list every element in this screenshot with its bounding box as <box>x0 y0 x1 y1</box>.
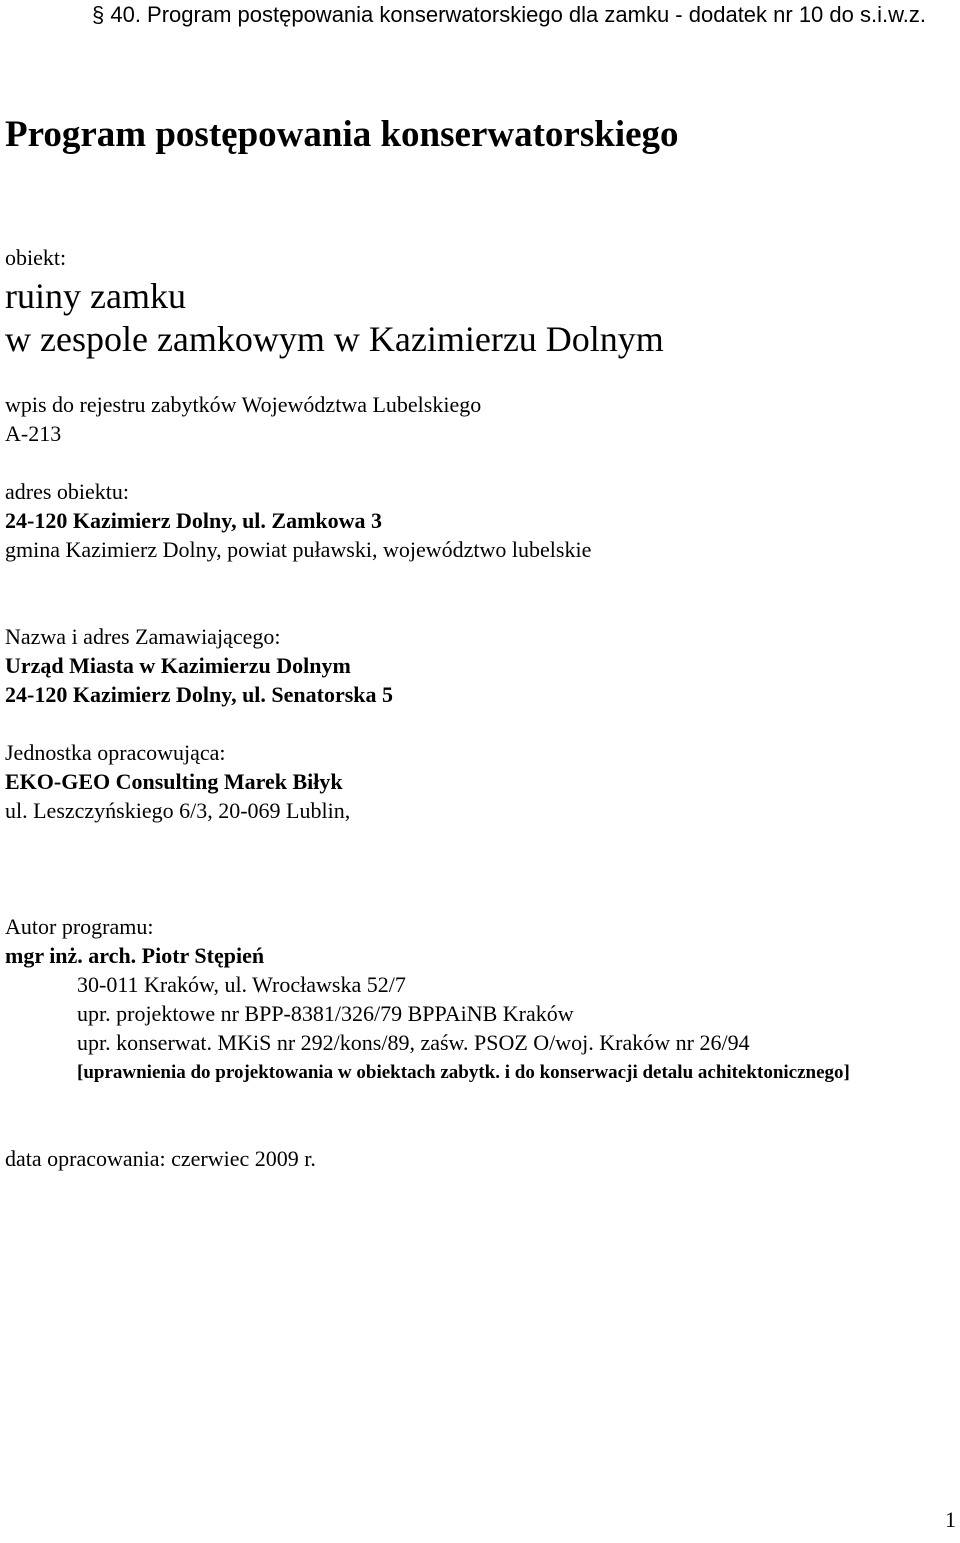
object-region: gmina Kazimierz Dolny, powiat puławski, województwo lubelskie <box>5 537 592 562</box>
author-address: 30-011 Kraków, ul. Wrocławska 52/7 <box>77 972 406 997</box>
author-label: Autor programu: <box>5 914 154 939</box>
preparation-date: data opracowania: czerwiec 2009 r. <box>5 1146 316 1171</box>
contractor-label: Jednostka opracowująca: <box>5 740 226 765</box>
registry-entry: wpis do rejestru zabytków Województwa Lubelskiego <box>5 392 482 417</box>
address-label: adres obiektu: <box>5 479 130 504</box>
contractor-name: EKO-GEO Consulting Marek Biłyk <box>5 769 343 794</box>
client-name: Urząd Miasta w Kazimierzu Dolnym <box>5 653 351 678</box>
registry-number: A-213 <box>5 421 62 446</box>
object-name-line2: w zespole zamkowym w Kazimierzu Dolnym <box>5 319 664 359</box>
client-label: Nazwa i adres Zamawiającego: <box>5 624 281 649</box>
document-title: Program postępowania konserwatorskiego <box>5 114 679 155</box>
author-name: mgr inż. arch. Piotr Stępień <box>5 943 265 968</box>
object-label: obiekt: <box>5 245 67 270</box>
author-license-note: [uprawnienia do projektowania w obiektach zabytk. i do konserwacji detalu achitektonicznego] <box>77 1062 850 1083</box>
client-address: 24-120 Kazimierz Dolny, ul. Senatorska 5 <box>5 682 394 707</box>
document-header: § 40. Program postępowania konserwatorskiego dla zamku - dodatek nr 10 do s.i.w.z. <box>92 2 927 27</box>
author-license-conservation: upr. konserwat. MKiS nr 292/kons/89, zaśw. PSOZ O/woj. Kraków nr 26/94 <box>77 1030 750 1055</box>
contractor-address: ul. Leszczyńskiego 6/3, 20-069 Lublin, <box>5 798 351 823</box>
object-street-address: 24-120 Kazimierz Dolny, ul. Zamkowa 3 <box>5 508 383 533</box>
object-name-line1: ruiny zamku <box>5 276 186 316</box>
page-number: 1 <box>945 1507 956 1532</box>
author-license-design: upr. projektowe nr BPP-8381/326/79 BPPAiNB Kraków <box>77 1001 574 1026</box>
